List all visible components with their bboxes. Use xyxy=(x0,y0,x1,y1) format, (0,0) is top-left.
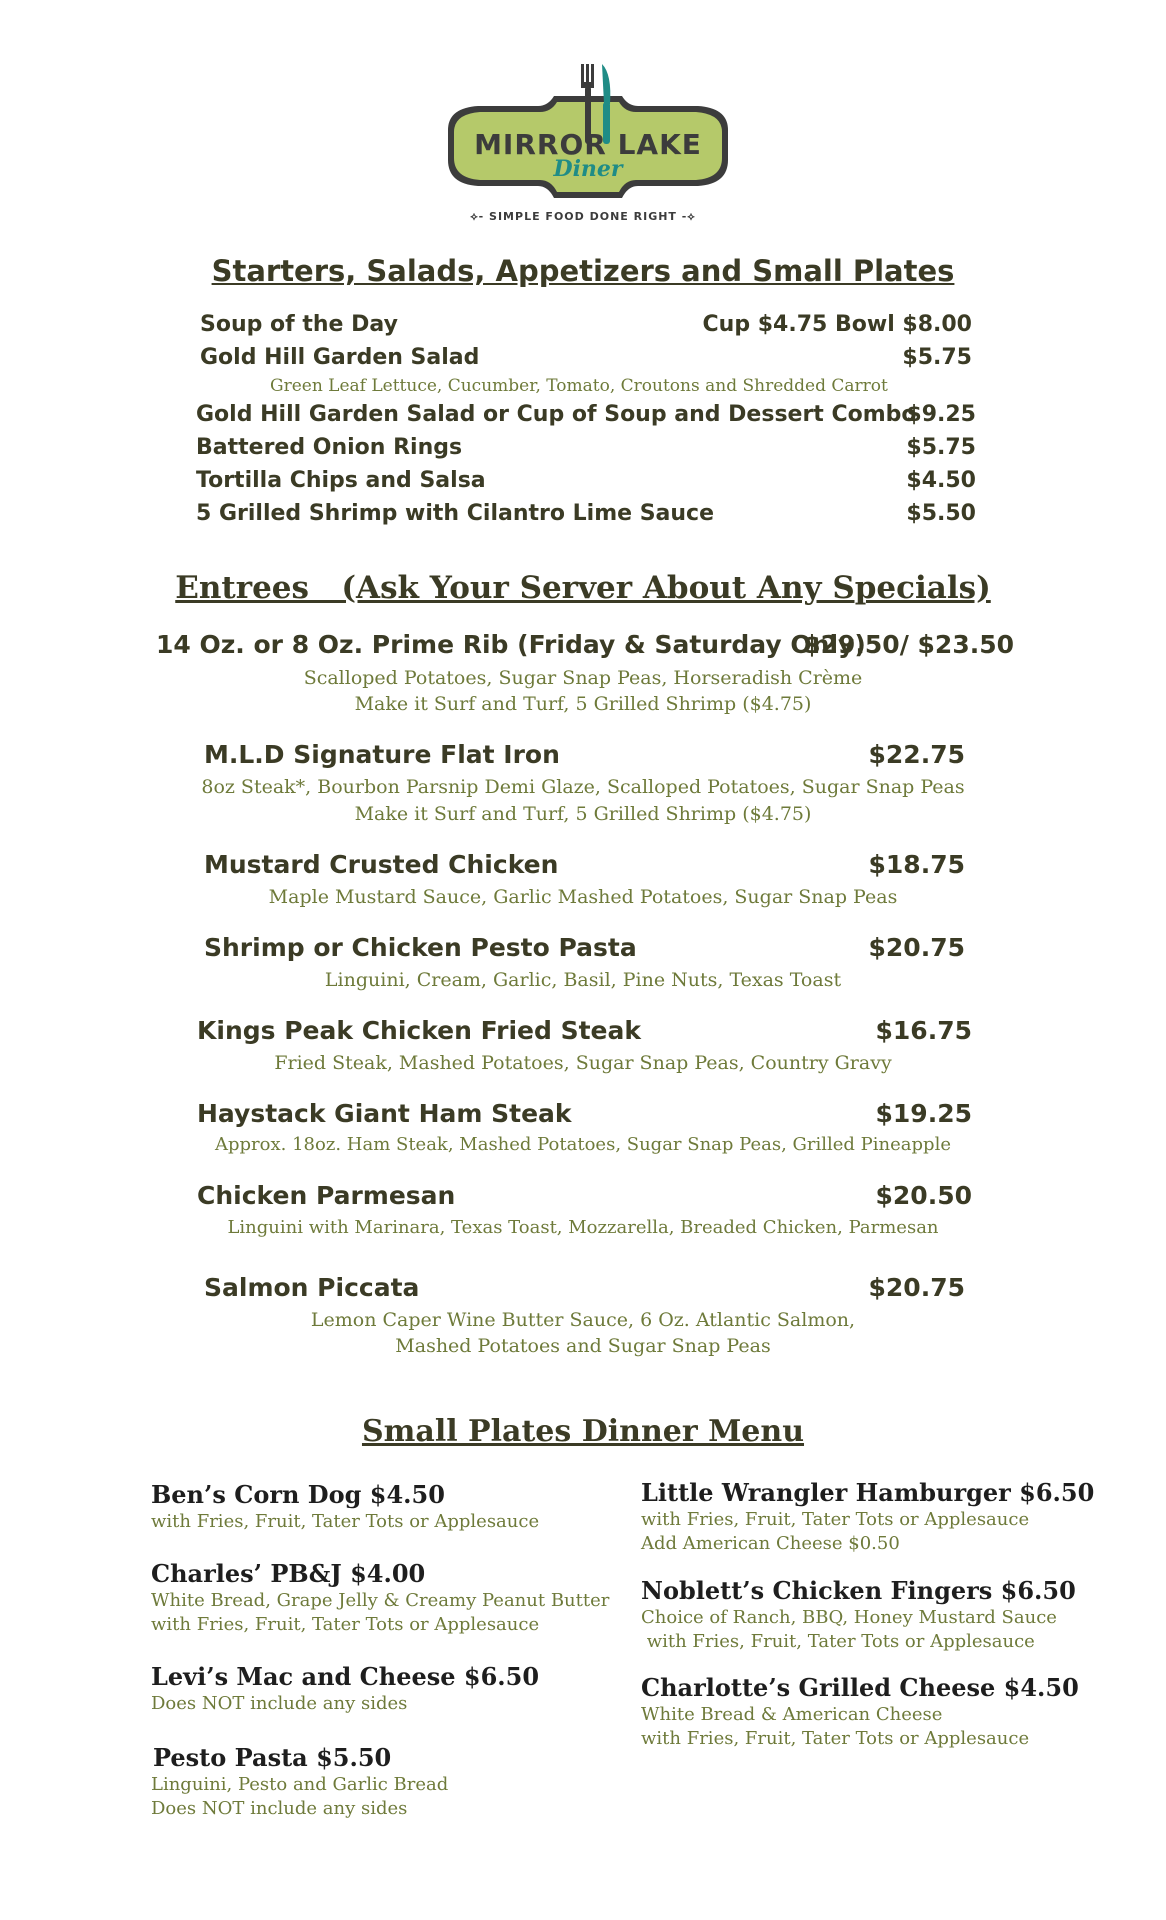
kid-item-desc: Choice of Ranch, BBQ, Honey Mustard Sauce xyxy=(641,1607,1057,1628)
kid-item-name: Charles’ PB&J $4.00 xyxy=(151,1559,426,1588)
entree-desc: Maple Mustard Sauce, Garlic Mashed Potatoes, Sugar Snap Peas xyxy=(268,886,898,908)
kid-item-desc: Add American Cheese $0.50 xyxy=(641,1533,900,1554)
small-plates-title: Small Plates Dinner Menu xyxy=(361,1414,805,1449)
entree-desc: 8oz Steak*, Bourbon Parsnip Demi Glaze, Scalloped Potatoes, Sugar Snap Peas xyxy=(201,776,965,798)
starter-price: $5.50 xyxy=(906,501,976,526)
entree-desc: Make it Surf and Turf, 5 Grilled Shrimp ($4.75) xyxy=(354,693,812,715)
logo xyxy=(418,60,758,230)
kid-item-desc: with Fries, Fruit, Tater Tots or Applesauce xyxy=(641,1728,1030,1749)
entree-name: Kings Peak Chicken Fried Steak xyxy=(197,1016,641,1045)
starter-desc: Green Leaf Lettuce, Cucumber, Tomato, Croutons and Shredded Carrot xyxy=(270,376,888,396)
entree-desc: Approx. 18oz. Ham Steak, Mashed Potatoes, Sugar Snap Peas, Grilled Pineapple xyxy=(215,1134,951,1155)
starter-price: $9.25 xyxy=(906,402,976,427)
entree-price: $20.75 xyxy=(868,933,965,962)
kid-item-name: Pesto Pasta $5.50 xyxy=(153,1743,392,1772)
kid-item-desc: with Fries, Fruit, Tater Tots or Applesauce xyxy=(151,1614,540,1635)
logo-name: MIRROR LAKE xyxy=(474,128,702,161)
kid-item-name: Little Wrangler Hamburger $6.50 xyxy=(641,1478,1095,1507)
entree-name: Haystack Giant Ham Steak xyxy=(197,1099,572,1128)
entree-desc: Scalloped Potatoes, Sugar Snap Peas, Horseradish Crème xyxy=(303,667,863,689)
entree-price: $18.75 xyxy=(868,850,965,879)
entree-price: $20.75 xyxy=(868,1273,965,1302)
kid-item-name: Noblett’s Chicken Fingers $6.50 xyxy=(641,1576,1076,1605)
entree-desc: Mashed Potatoes and Sugar Snap Peas xyxy=(395,1335,771,1357)
entree-desc: Linguini with Marinara, Texas Toast, Mozzarella, Breaded Chicken, Parmesan xyxy=(227,1217,939,1238)
entree-desc: Make it Surf and Turf, 5 Grilled Shrimp ($4.75) xyxy=(354,803,812,825)
starter-price: $4.50 xyxy=(906,468,976,493)
entree-desc: Lemon Caper Wine Butter Sauce, 6 Oz. Atlantic Salmon, xyxy=(310,1309,856,1331)
kid-item-desc: Does NOT include any sides xyxy=(151,1798,408,1819)
starter-name: Gold Hill Garden Salad or Cup of Soup and Dessert Combo xyxy=(196,402,917,427)
entree-price: $16.75 xyxy=(875,1016,972,1045)
logo-script: Diner xyxy=(553,156,623,182)
entree-desc: Linguini, Cream, Garlic, Basil, Pine Nuts, Texas Toast xyxy=(324,969,842,991)
starter-price: $5.75 xyxy=(902,345,972,370)
kid-item-name: Charlotte’s Grilled Cheese $4.50 xyxy=(641,1673,1079,1702)
starter-price: $5.75 xyxy=(906,435,976,460)
kid-item-desc: Linguini, Pesto and Garlic Bread xyxy=(151,1774,449,1795)
starter-name: Battered Onion Rings xyxy=(196,435,463,460)
entree-price: $29.50/ $23.50 xyxy=(803,630,1014,659)
kid-item-desc: White Bread & American Cheese xyxy=(641,1704,943,1725)
starter-name: Gold Hill Garden Salad xyxy=(200,345,480,370)
entree-name: 14 Oz. or 8 Oz. Prime Rib (Friday & Saturday Only) xyxy=(156,630,866,659)
entree-price: $20.50 xyxy=(875,1181,972,1210)
kid-item-desc: White Bread, Grape Jelly & Creamy Peanut Butter xyxy=(151,1590,610,1611)
entree-name: Mustard Crusted Chicken xyxy=(204,850,559,879)
logo-tagline: SIMPLE FOOD DONE RIGHT xyxy=(489,210,677,223)
starters-title: Starters, Salads, Appetizers and Small Plates xyxy=(211,254,955,288)
starter-price: Cup $4.75 Bowl $8.00 xyxy=(702,312,972,337)
kid-item-name: Levi’s Mac and Cheese $6.50 xyxy=(151,1662,540,1691)
entree-name: Shrimp or Chicken Pesto Pasta xyxy=(204,933,637,962)
entree-price: $22.75 xyxy=(868,740,965,769)
entree-name: M.L.D Signature Flat Iron xyxy=(204,740,560,769)
kid-item-desc: Does NOT include any sides xyxy=(151,1693,408,1714)
kid-item-desc: with Fries, Fruit, Tater Tots or Applesauce xyxy=(641,1509,1030,1530)
entree-name: Salmon Piccata xyxy=(204,1273,420,1302)
entrees-title: Entrees (Ask Your Server About Any Specials) xyxy=(175,570,991,606)
kid-item-desc: with Fries, Fruit, Tater Tots or Applesauce xyxy=(641,1631,1035,1652)
logo-tagline-row xyxy=(0,210,1166,224)
kid-item-desc: with Fries, Fruit, Tater Tots or Applesauce xyxy=(151,1511,540,1532)
flourish-left-icon: ⟡‑ xyxy=(470,210,485,223)
kid-item-name: Ben’s Corn Dog $4.50 xyxy=(151,1480,445,1509)
starter-name: 5 Grilled Shrimp with Cilantro Lime Sauce xyxy=(196,501,715,526)
starter-name: Soup of the Day xyxy=(200,312,398,337)
flourish-right-icon: ‑⟡ xyxy=(681,210,696,223)
entree-price: $19.25 xyxy=(875,1099,972,1128)
entree-name: Chicken Parmesan xyxy=(197,1181,456,1210)
entree-desc: Fried Steak, Mashed Potatoes, Sugar Snap Peas, Country Gravy xyxy=(274,1052,892,1074)
starter-name: Tortilla Chips and Salsa xyxy=(196,468,486,493)
